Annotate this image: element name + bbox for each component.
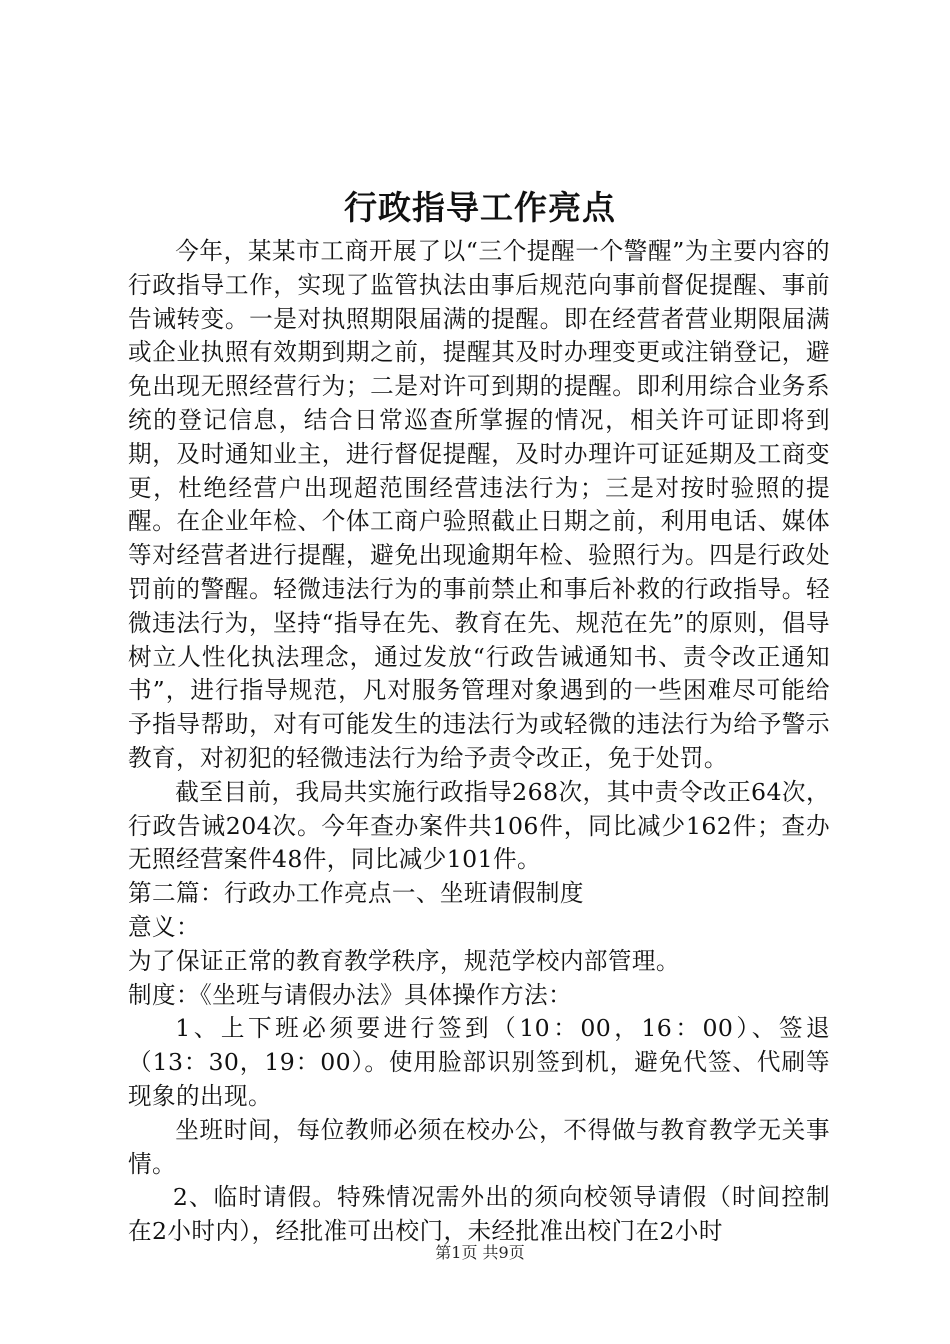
document-body — [128, 235, 830, 1249]
paragraph-intro: 今年，某某市工商开展了以“三个提醒一个警醒”为主要内容的行政指导工作，实现了监管执法由事后规范向事前督促提醒、事前告诫转变。一是对执照期限届满的提醒。即在经营者营业期限届满或企业执照有效期到期之前，提醒其及时办理变更或注销登记，避免出现无照经营行为；二是对许可到期的提醒。即利用综合业务系统的登记信息，结合日常巡查所掌握的情况，相关许可证即将到期，及时通知业主，进行督促提醒，及时办理许可证延期及工商变更，杜绝经营户出现超范围经营违法行为；三是对按时验照的提醒。在企业年检、个体工商户验照截止日期之前，利用电话、媒体等对经营者进行提醒，避免出现逾期年检、验照行为。四是行政处罚前的警醒。轻微违法行为的事前禁止和事后补救的行政指导。轻微违法行为，坚持“指导在先、教育在先、规范在先”的原则，倡导树立人性化执法理念，通过发放“行政告诫通知书、责令改正通知书”，进行指导规范，凡对服务管理对象遇到的一些困难尽可能给予指导帮助，对有可能发生的违法行为或轻微的违法行为给予警示教育，对初犯的轻微违法行为给予责令改正，免于处罚。 — [128, 237, 830, 772]
paragraph-meaning: 为了保证正常的教育教学秩序，规范学校内部管理。 — [128, 946, 680, 975]
paragraph-system: 制度：《坐班与请假办法》具体操作方法： — [128, 980, 573, 1009]
page-footer: 第1页 共9页 — [435, 1243, 525, 1262]
paragraph-meaning-label: 意义： — [128, 912, 200, 941]
document-title: 行政指导工作亮点 — [344, 188, 616, 227]
paragraph-rule-2: 2、临时请假。特殊情况需外出的须向校领导请假（时间控制在2小时内），经批准可出校门，未经批准出校门在2小时 — [128, 1183, 830, 1246]
paragraph-office-hours: 坐班时间，每位教师必须在校办公，不得做与教育教学无关事情。 — [128, 1115, 830, 1178]
paragraph-section-heading: 第二篇：行政办工作亮点一、坐班请假制度 — [128, 879, 584, 908]
paragraph-rule-1: 1、上下班必须要进行签到（10：00，16：00）、签退（13：30，19：00）。使用脸部识别签到机，避免代签、代刷等现象的出现。 — [128, 1014, 830, 1110]
paragraph-statistics: 截至目前，我局共实施行政指导268次，其中责令改正64次，行政告诫204次。今年查办案件共106件，同比减少162件；查办无照经营案件48件，同比减少101件。 — [128, 777, 830, 874]
